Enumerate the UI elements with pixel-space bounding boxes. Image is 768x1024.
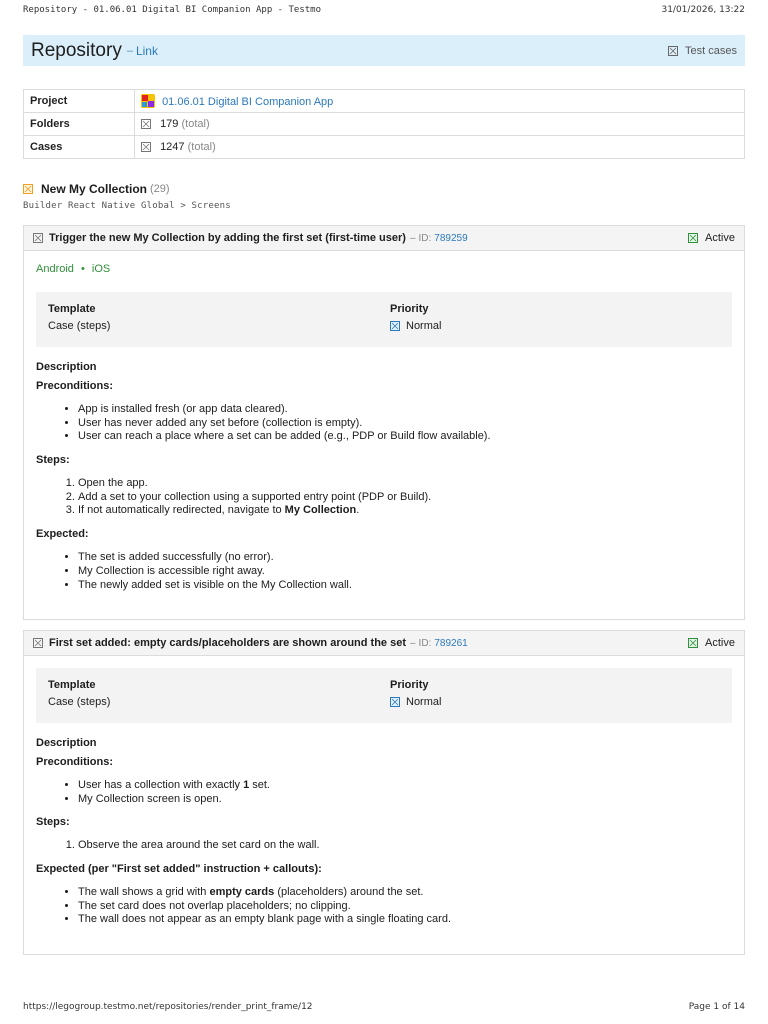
active-status-icon xyxy=(688,233,698,243)
cases-value-cell xyxy=(135,136,745,159)
expected-heading: Expected (per "First set added" instruction + callouts): xyxy=(36,863,322,876)
platform-separator: • xyxy=(80,263,85,275)
folders-label: Folders xyxy=(24,113,135,136)
print-datetime: 31/01/2026, 13:22 xyxy=(661,5,745,15)
steps-heading: Steps: xyxy=(36,816,70,829)
case-status xyxy=(688,232,735,244)
print-footer xyxy=(23,1002,745,1016)
priority-normal-icon xyxy=(390,697,400,707)
list-item: • App is installed fresh (or app data cleared). xyxy=(78,403,744,417)
case-id-link[interactable]: 789261 xyxy=(434,637,468,649)
bold-text: empty cards xyxy=(209,886,275,899)
list-item: 1. Open the app. xyxy=(78,477,744,491)
expected-list xyxy=(78,886,744,927)
step-end: . xyxy=(356,504,360,517)
print-url: https://legogroup.testmo.net/repositories/render_print_frame/12 xyxy=(23,1002,313,1012)
list-item: • User has never added any set before (collection is empty). xyxy=(78,417,744,431)
template-label: Template xyxy=(48,679,96,691)
active-status-icon xyxy=(688,638,698,648)
priority-field xyxy=(390,679,441,708)
folder-name[interactable]: New My Collection xyxy=(41,182,148,196)
list-item: • The newly added set is visible on the My Collection wall. xyxy=(78,579,744,593)
template-label: Template xyxy=(48,303,96,315)
bold-text: 1 xyxy=(243,779,250,791)
case-title[interactable]: Trigger the new My Collection by adding the first set (first-time user) xyxy=(49,232,406,244)
case-icon xyxy=(141,142,151,152)
folder-orange-icon xyxy=(23,184,33,194)
description-heading: Description xyxy=(36,737,97,749)
steps-heading: Steps: xyxy=(36,454,70,467)
page-number: Page 1 of 14 xyxy=(688,1002,745,1012)
list-item: 2. Add a set to your collection using a supported entry point (PDP or Build). xyxy=(78,491,744,505)
status-label: Active xyxy=(705,232,735,244)
text: (placeholders) around the set. xyxy=(274,886,424,899)
folder-icon xyxy=(141,119,151,129)
folders-row xyxy=(24,113,745,136)
folders-value-cell xyxy=(135,113,745,136)
priority-label: Priority xyxy=(390,303,429,315)
priority-normal-icon xyxy=(390,321,400,331)
case-header xyxy=(24,631,744,656)
priority-field xyxy=(390,303,441,332)
expected-heading: Expected: xyxy=(36,528,89,541)
test-cases-icon xyxy=(668,46,678,56)
step-bold-text: My Collection xyxy=(284,504,357,517)
case-status xyxy=(688,637,735,649)
title-separator: – xyxy=(126,44,133,57)
case-icon xyxy=(33,638,43,648)
platform-tags xyxy=(36,263,744,277)
case-icon xyxy=(33,233,43,243)
template-value: Case (steps) xyxy=(48,696,111,708)
preconditions-heading: Preconditions: xyxy=(36,380,114,392)
case-meta-panel xyxy=(36,292,732,347)
steps-list xyxy=(78,839,744,853)
list-item: • My Collection is accessible right away. xyxy=(78,565,744,579)
list-item: • The wall does not appear as an empty blank page with a single floating card. xyxy=(78,913,744,927)
priority-label: Priority xyxy=(390,679,429,691)
project-app-icon xyxy=(141,94,155,108)
case-meta-panel xyxy=(36,668,732,723)
case-id-label: ID: xyxy=(418,637,432,649)
id-dash: – xyxy=(409,232,416,244)
repository-header-bar xyxy=(23,35,745,66)
cases-suffix: (total) xyxy=(187,141,216,153)
template-value: Case (steps) xyxy=(48,320,111,332)
description-heading: Description xyxy=(36,361,97,373)
repository-link[interactable]: Link xyxy=(135,43,158,58)
repository-info-table xyxy=(23,89,745,159)
list-item xyxy=(78,504,744,518)
priority-value: Normal xyxy=(406,696,442,708)
folder-breadcrumb: Builder React Native Global > Screens xyxy=(23,201,231,211)
folder-count: (29) xyxy=(150,183,170,195)
case-id-link[interactable]: 789259 xyxy=(434,232,468,244)
folder-heading xyxy=(23,182,170,196)
id-dash: – xyxy=(409,637,416,649)
folders-suffix: (total) xyxy=(181,118,210,130)
case-description xyxy=(36,737,744,927)
cases-row xyxy=(24,136,745,159)
case-header xyxy=(24,226,744,251)
page-title: Repository xyxy=(31,39,122,61)
template-field xyxy=(48,303,110,332)
expected-list xyxy=(78,551,744,592)
test-cases-label-group xyxy=(668,45,737,57)
project-row xyxy=(24,90,745,113)
template-field xyxy=(48,679,110,708)
priority-value-group xyxy=(390,320,441,332)
text: User has a collection with exactly xyxy=(78,779,244,791)
test-cases-label: Test cases xyxy=(685,44,737,57)
project-value-cell xyxy=(135,90,745,113)
list-item: • User can reach a place where a set can be added (e.g., PDP or Build flow available). xyxy=(78,430,744,444)
project-label: Project xyxy=(24,90,135,113)
case-id-label: ID: xyxy=(418,232,432,244)
folders-count: 179 xyxy=(160,118,179,130)
print-title: Repository - 01.06.01 Digital BI Companion App - Testmo xyxy=(23,5,322,15)
step-text: If not automatically redirected, navigate to xyxy=(78,504,285,517)
text: set. xyxy=(249,779,270,791)
cases-count: 1247 xyxy=(160,141,185,153)
test-case-card xyxy=(23,630,745,955)
platform-ios: iOS xyxy=(91,263,111,275)
cases-label: Cases xyxy=(24,136,135,159)
project-link[interactable]: 01.06.01 Digital BI Companion App xyxy=(162,96,334,108)
case-description xyxy=(36,361,744,592)
list-item: • The set is added successfully (no error). xyxy=(78,551,744,565)
platform-android: Android xyxy=(36,263,74,275)
test-case-card xyxy=(23,225,745,620)
steps-list xyxy=(78,477,744,518)
list-item xyxy=(78,886,744,900)
list-item xyxy=(78,779,744,793)
list-item: • My Collection screen is open. xyxy=(78,793,744,807)
status-label: Active xyxy=(705,637,735,649)
priority-value-group xyxy=(390,696,441,708)
preconditions-list xyxy=(78,779,744,806)
preconditions-heading: Preconditions: xyxy=(36,756,114,768)
text: The wall shows a grid with xyxy=(78,886,210,899)
priority-value: Normal xyxy=(406,320,442,332)
preconditions-list xyxy=(78,403,744,444)
list-item: 1. Observe the area around the set card on the wall. xyxy=(78,839,744,853)
print-header xyxy=(23,5,745,19)
list-item: • The set card does not overlap placeholders; no clipping. xyxy=(78,900,744,914)
case-title[interactable]: First set added: empty cards/placeholders are shown around the set xyxy=(49,637,406,649)
